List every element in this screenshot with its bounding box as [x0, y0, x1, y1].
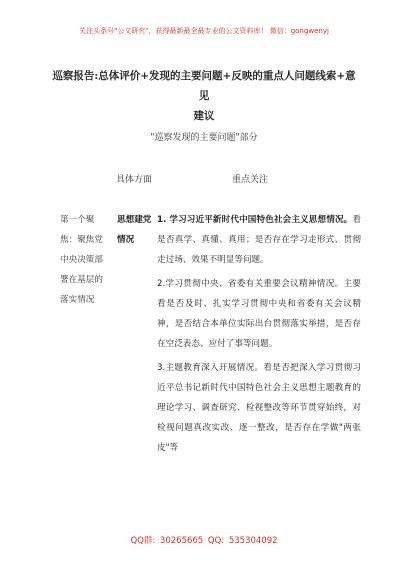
title-line-1: 巡察报告:总体评价+发现的主要问题+反映的重点人问题线索+意见 — [52, 70, 356, 102]
focus-column — [157, 210, 361, 462]
aspect-line: 焦：聚焦党 — [60, 235, 103, 245]
column-header-aspect: 具体方面 — [116, 175, 153, 185]
title-line-2: 建议 — [193, 110, 215, 122]
document-title — [48, 66, 360, 126]
focus-item — [157, 358, 361, 458]
category-line: 思想建党 — [117, 215, 152, 225]
category-line: 情况 — [117, 235, 135, 245]
focus-item-body: 看是否真学、真懂、真用；是否存在学习走形式、贯彻走过场、效果不明显等问题。 — [157, 215, 361, 265]
section-title: "巡察发现的主要问题"部分 — [150, 133, 258, 143]
aspect-line: 落实情况 — [60, 295, 95, 305]
focus-item — [157, 274, 361, 354]
footer-contact: QQ群: 30265665 QQ: 535304092 — [130, 536, 278, 546]
focus-item-body: 2.学习贯彻中央、省委有关重要会议精神情况。主要看是否及时、扎实学习贯彻中央和省委有关会议精神，是否结合本单位实际出台贯彻落实举措，是否存在空泛表态、应付了事等问题。 — [157, 279, 361, 349]
focus-item — [157, 210, 361, 270]
aspect-line: 第一个聚 — [60, 215, 95, 225]
column-header-focus: 重点关注 — [232, 175, 269, 185]
aspect-line: 中央决策部 — [60, 255, 103, 265]
header-banner: 关注头条号"公文研究"，获得最新最全最专业的公文资料库！ 微信：gongwenyj — [79, 27, 329, 35]
focus-item-body: 3.主题教育深入开展情况。看是否把深入学习贯彻习近平总书记新时代中国特色社会主义思想主题教育的理论学习、调查研究、检视整改等环节贯穿始终，对检视问题真改实改、逐一整改，是否存在学做"两张皮"等 — [157, 363, 361, 453]
aspect-column — [60, 210, 116, 310]
focus-item-heading: 1. 学习习近平新时代中国特色社会主义思想情况。 — [157, 215, 353, 225]
aspect-line: 署在基层的 — [60, 275, 103, 285]
category-column — [117, 210, 157, 250]
